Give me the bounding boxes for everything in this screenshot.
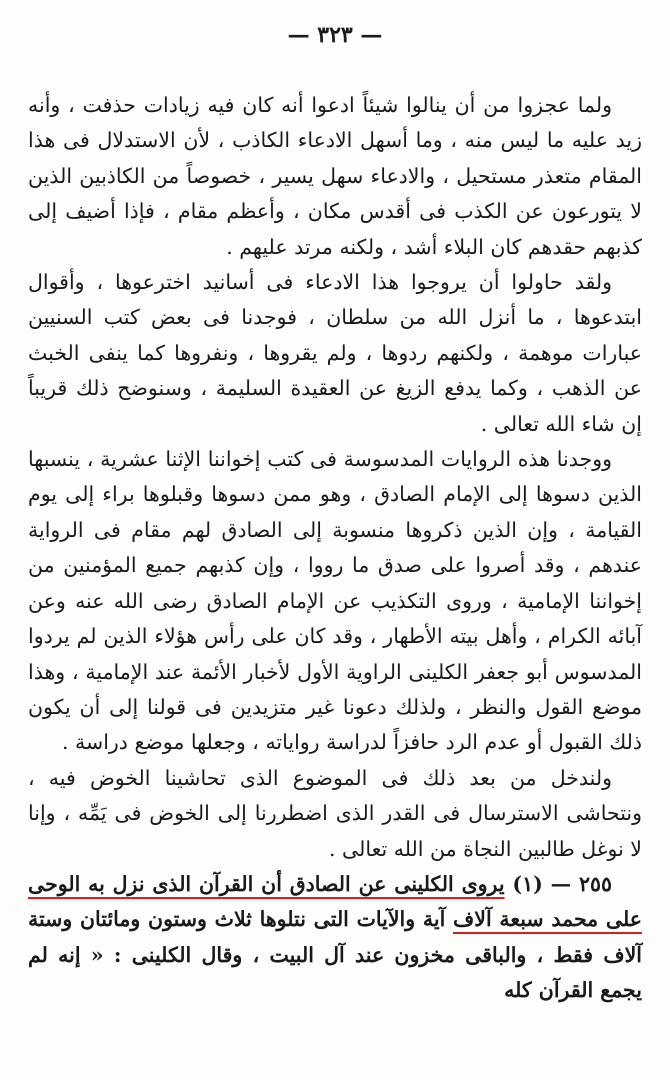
paragraph-number: ٢٥٥ — (١) (512, 871, 613, 896)
paragraph-3: ووجدنا هذه الروايات المدسوسة فى كتب إخواننا الإثنا عشرية ، ينسبها الذين دسوها إلى الإمام الصادق ، وهو ممن دسوها وقبلوها براء إلى يوم القيامة ، وإن الذين ذكروها منسوبة إلى الصادق لهم مقام فى الرواية عندهم ، وقد أصروا على صدق ما رووا ، وإن كذبهم جميع المؤمنين من إخواننا الإمامية ، وروى التكذيب عن الإمام الصادق رضى الله عنه وعن آبائه الكرام ، وأهل بيته الأطهار ، وقد كان على رأس هؤلاء الذين لم يردوا المدسوس أبو جعفر الكلينى الراوية الأول لأخبار الأئمة عند الإمامية ، وهذا موضع القول والنظر ، ولذلك دعونا غير متزيدين فى قولنا إلى أن يكون ذلك القبول أو عدم الرد حافزاً لدراسة رواياته ، وجعلها موضع دراسة . (28, 447, 642, 755)
paragraph-continuation: آية والآيات التى نتلوها ثلاث وستون ومائتان وستة آلاف فقط ، والباقى مخزون عند آل البيت ، وقال الكلينى : « إنه لم يجمع القرآن كله (28, 907, 642, 1003)
paragraph-1: ولما عجزوا من أن ينالوا شيئاً ادعوا أنه كان فيه زيادات حذفت ، وأنه زيد عليه ما ليس منه ، وما أسهل الادعاء الكاذب ، لأن الاستدلال فى هذا المقام متعذر مستحيل ، والادعاء سهل يسير ، خصوصاً من الكاذبين الذين لا يتورعون عن الكذب فى أقدس مكان ، وأعظم مقام ، فإذا أضيف إلى كذبهم حقدهم كان البلاء أشد ، ولكنه مرتد عليهم . (28, 93, 642, 259)
paragraph-4: ولندخل من بعد ذلك فى الموضوع الذى تحاشينا الخوض فيه ، ونتحاشى الاسترسال فى القدر الذى اضطررنا إلى الخوض فى يَمِّه ، وإنا لا نوغل طالبين النجاة من الله تعالى . (28, 765, 642, 861)
body-text (28, 88, 642, 1009)
paragraph-2: ولقد حاولوا أن يروجوا هذا الادعاء فى أسانيد اخترعوها ، وأقوال ابتدعوها ، ما أنزل الله من سلطان ، فوجدنا فى بعض كتب السنيين عبارات موهمة ، ولكنهم ردوها ، ولم يقروها ، ونفروها كما ينفى الخبث عن الذهب ، وكما يدفع الزيغ عن العقيدة السليمة ، وسنوضح ذلك قريباً إن شاء الله تعالى . (28, 270, 642, 436)
page-number: — ٣٢٣ — (287, 22, 383, 48)
numbered-paragraph-255 (28, 867, 642, 1009)
underlined-quote: يروى الكلينى عن الصادق أن القرآن الذى نزل به الوحى على محمد سبعة آلاف (28, 871, 642, 932)
